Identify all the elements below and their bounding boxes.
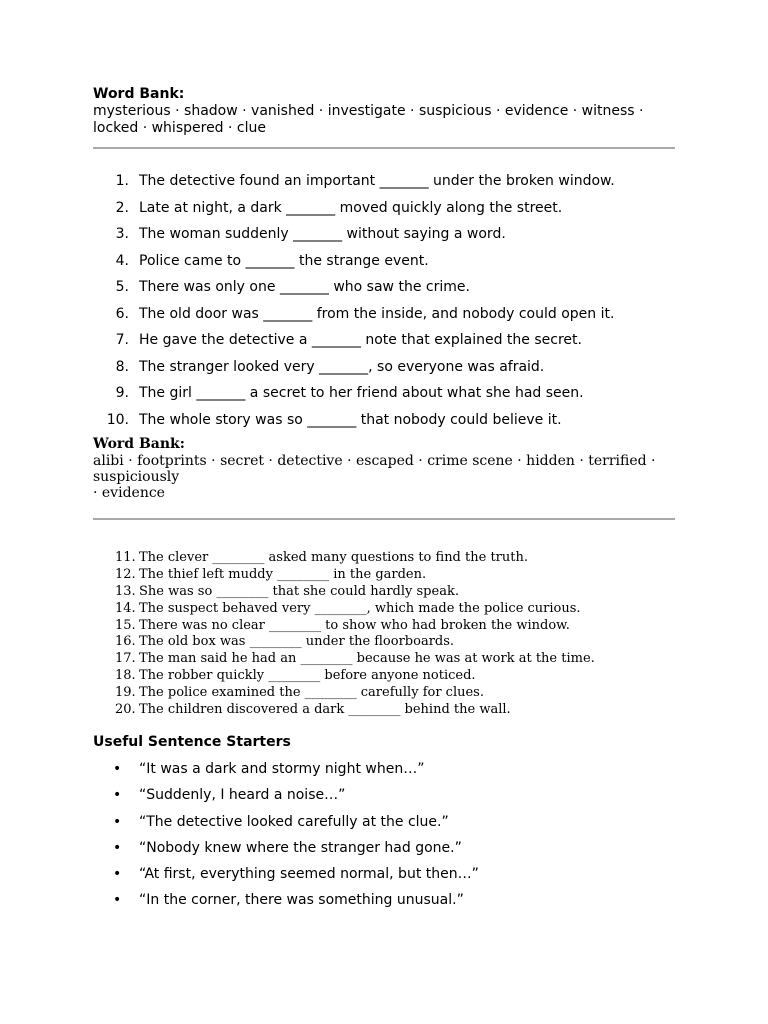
question-text: The old box was ________ under the floorboards. — [139, 634, 455, 650]
question-item — [93, 651, 675, 668]
question-number: 7. — [115, 332, 129, 348]
bullet-icon: • — [113, 787, 122, 804]
bullet-icon: • — [113, 813, 122, 830]
sentence-starters-list — [93, 759, 675, 917]
word-bank-1-title: Word Bank: — [93, 86, 185, 102]
question-item — [93, 277, 675, 304]
divider-1 — [93, 147, 675, 149]
divider-2 — [93, 518, 675, 520]
question-number: 19. — [115, 685, 136, 701]
question-number: 13. — [115, 583, 136, 599]
word-bank-2-words-line2: · evidence — [93, 485, 165, 501]
question-item — [93, 584, 675, 601]
sentence-starter-text: “Nobody knew where the stranger had gone.” — [139, 839, 462, 856]
question-text: The police examined the ________ carefully for clues. — [139, 685, 484, 701]
question-text: She was so ________ that she could hardly speak. — [139, 583, 459, 599]
question-number: 16. — [115, 634, 136, 650]
worksheet-page — [93, 86, 675, 917]
question-item — [93, 251, 675, 278]
question-item — [93, 601, 675, 618]
question-number: 8. — [115, 358, 129, 375]
question-item — [93, 224, 675, 251]
question-item — [93, 383, 675, 410]
question-number: 12. — [115, 566, 136, 582]
sentence-starter-item — [93, 864, 675, 890]
question-number: 10. — [106, 411, 129, 428]
question-text: The old door was _______ from the inside, and nobody could open it. — [139, 305, 615, 322]
question-text: The man said he had an ________ because he was at work at the time. — [139, 651, 595, 667]
question-number: 20. — [115, 702, 136, 718]
question-text: The thief left muddy ________ in the garden. — [139, 566, 427, 582]
bullet-icon: • — [113, 760, 122, 777]
question-number: 17. — [115, 651, 136, 667]
question-item — [93, 685, 675, 702]
question-text: The children discovered a dark ________ behind the wall. — [139, 702, 511, 718]
question-item — [93, 330, 675, 357]
sentence-starter-text: “At first, everything seemed normal, but then…” — [139, 866, 479, 883]
sentence-starter-text: “The detective looked carefully at the clue.” — [139, 813, 449, 830]
question-text: The girl _______ a secret to her friend about what she had seen. — [139, 385, 584, 401]
question-text: The detective found an important _______ under the broken window. — [139, 173, 615, 189]
question-text: There was only one _______ who saw the crime. — [139, 279, 470, 295]
question-number: 14. — [115, 600, 136, 616]
sentence-starter-item — [93, 812, 675, 838]
sentence-starter-item — [93, 838, 675, 864]
question-item — [93, 171, 675, 198]
word-bank-1-words-line1: mysterious · shadow · vanished · investigate · suspicious · evidence · witness · — [93, 103, 644, 119]
question-text: Late at night, a dark _______ moved quickly along the street. — [139, 199, 563, 216]
question-text: The clever ________ asked many questions to find the truth. — [139, 550, 528, 565]
question-item — [93, 668, 675, 685]
question-number: 6. — [115, 305, 129, 322]
question-number: 5. — [115, 279, 129, 295]
question-text: The whole story was so _______ that nobody could believe it. — [139, 411, 562, 428]
bullet-icon: • — [113, 892, 122, 909]
bullet-icon: • — [113, 866, 122, 883]
question-text: The robber quickly ________ before anyone noticed. — [139, 668, 476, 684]
question-number: 1. — [115, 173, 129, 189]
question-text: Police came to _______ the strange event. — [139, 252, 429, 269]
question-number: 15. — [115, 617, 136, 633]
question-text: The suspect behaved very ________, which made the police curious. — [139, 600, 581, 616]
question-item — [93, 198, 675, 225]
bullet-icon: • — [113, 839, 122, 856]
question-number: 4. — [115, 252, 129, 269]
word-bank-2-title: Word Bank: — [93, 436, 185, 452]
question-item — [93, 634, 675, 651]
question-item — [93, 618, 675, 635]
question-number: 11. — [115, 550, 136, 565]
sentence-starter-item — [93, 785, 675, 811]
sentence-starter-text: “It was a dark and stormy night when…” — [139, 760, 425, 777]
word-bank-1-words-line2: locked · whispered · clue — [93, 120, 266, 136]
question-item — [93, 410, 675, 437]
word-bank-1 — [93, 86, 675, 137]
question-number: 9. — [115, 385, 129, 401]
question-number: 2. — [115, 199, 129, 216]
sentence-starter-item — [93, 759, 675, 785]
word-bank-2-words-line1: alibi · footprints · secret · detective · escaped · crime scene · hidden · terrified · suspiciously — [93, 453, 656, 485]
question-text: He gave the detective a _______ note that explained the secret. — [139, 332, 582, 348]
sentence-starters-title: Useful Sentence Starters — [93, 733, 291, 750]
question-number: 3. — [115, 226, 129, 242]
question-item — [93, 567, 675, 584]
sentence-starter-text: “Suddenly, I heard a noise…” — [139, 787, 346, 804]
question-text: The woman suddenly _______ without saying a word. — [139, 226, 506, 242]
question-list-2 — [93, 550, 675, 719]
word-bank-2 — [93, 436, 675, 501]
question-text: The stranger looked very _______, so everyone was afraid. — [139, 358, 545, 375]
sentence-starter-item — [93, 890, 675, 916]
question-number: 18. — [115, 668, 136, 684]
question-item — [93, 550, 675, 567]
question-item — [93, 357, 675, 384]
question-item — [93, 702, 675, 719]
sentence-starter-text: “In the corner, there was something unusual.” — [139, 892, 464, 909]
question-text: There was no clear ________ to show who had broken the window. — [139, 617, 570, 633]
question-item — [93, 304, 675, 331]
question-list-1 — [93, 171, 675, 436]
